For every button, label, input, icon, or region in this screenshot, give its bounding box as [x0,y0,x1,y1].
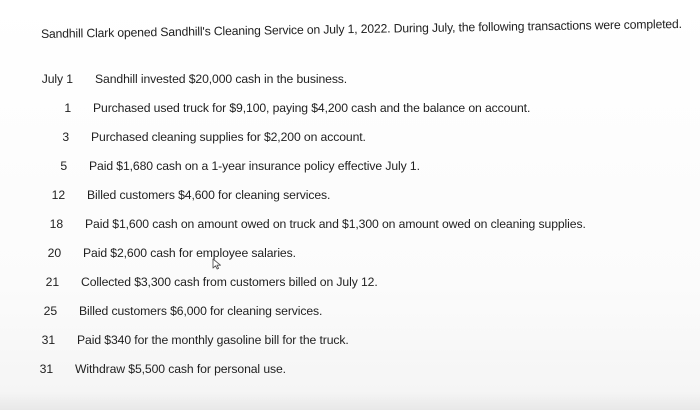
transaction-date: 1 [64,101,71,115]
transaction-text: Withdraw $5,500 cash for personal use. [75,362,286,376]
transaction-text: Paid $1,600 cash on amount owed on truck and $1,300 on amount owed on cleaning supplies. [85,217,586,231]
transaction-date: 31 [41,333,55,347]
mouse-pointer-icon [211,258,223,270]
transaction-text: Purchased cleaning supplies for $2,200 on account. [91,130,366,144]
transaction-date: July 1 [41,72,73,86]
transaction-text: Billed customers $4,600 for cleaning services. [87,188,331,202]
transaction-text: Paid $2,600 cash for employee salaries. [83,246,296,260]
transaction-text: Sandhill invested $20,000 cash in the business. [95,72,348,86]
transaction-text: Paid $1,680 cash on a 1-year insurance policy effective July 1. [89,159,420,173]
transaction-text: Paid $340 for the monthly gasoline bill for the truck. [77,333,349,347]
transaction-text: Collected $3,300 cash from customers billed on July 12. [81,275,378,289]
transaction-date: 20 [47,246,61,260]
transaction-date: 31 [39,362,53,376]
transaction-text: Billed customers $6,000 for cleaning services. [79,304,323,318]
transaction-date: 25 [43,304,57,318]
transaction-date: 3 [62,130,69,144]
transaction-date: 18 [49,217,63,231]
problem-intro: Sandhill Clark opened Sandhill's Cleaning Service on July 1, 2022. During July, the following transactions were completed. [40,16,682,41]
transaction-date: 5 [60,159,67,173]
transaction-text: Purchased used truck for $9,100, paying $4,200 cash and the balance on account. [93,101,531,115]
transaction-date: 12 [51,188,65,202]
transaction-date: 21 [45,275,59,289]
photo-edge-shadow [0,392,700,410]
